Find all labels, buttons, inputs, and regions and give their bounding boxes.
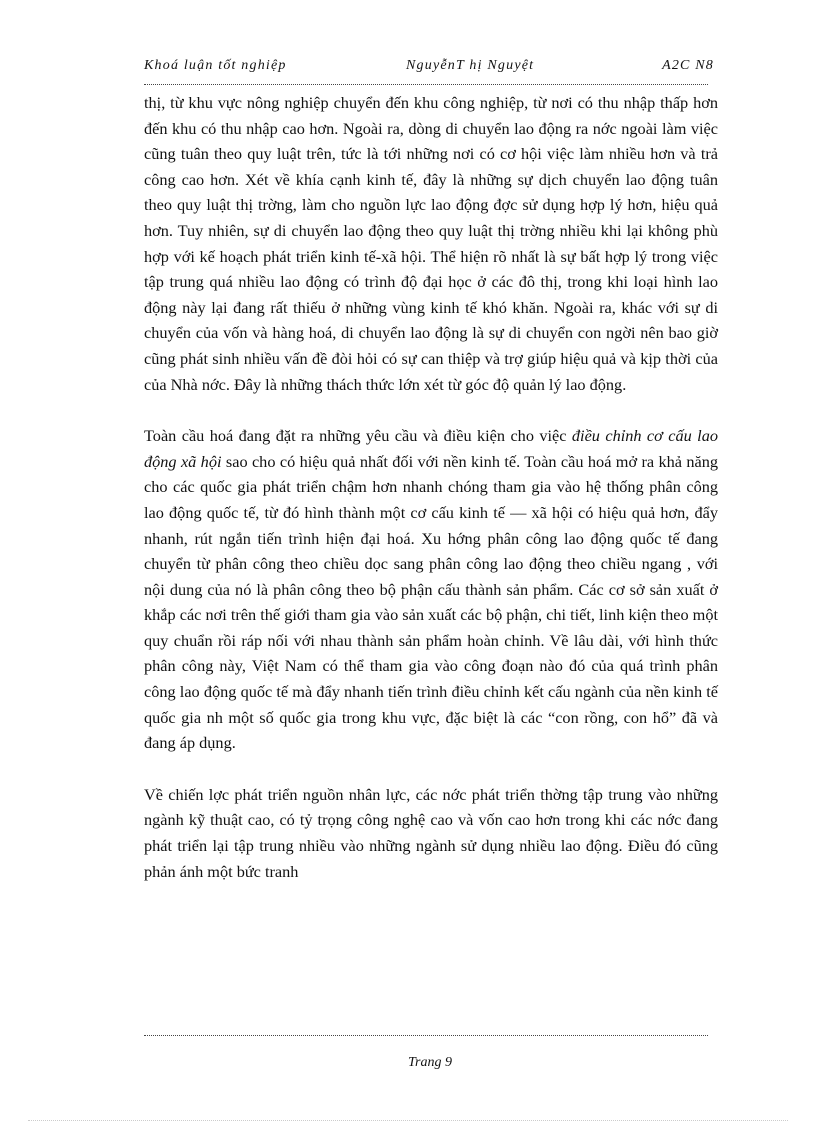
header-thesis-label: Khoá luận tốt nghiệp xyxy=(144,58,287,73)
paragraph-text: Toàn cầu hoá đang đặt ra những yêu cầu và điều kiện cho việc xyxy=(144,426,572,446)
emphasized-phrase: điều chỉnh cơ cấu lao động xã hội xyxy=(144,426,718,471)
page-bottom-edge xyxy=(28,1120,788,1121)
paragraph-text: sao cho có hiệu quả nhất đối với nền kinh tế. Toàn cầu hoá mở ra khả năng cho các quốc gia phát triển chậm hơn nhanh chóng tham gia vào hệ thống phân công lao động quốc tế, từ đó hình thành một cơ cấu kinh tế — xã hội có hiệu quả hơn, đẩy nhanh, rút ngắn tiến trình hiện đại hoá. Xu hớng phân công lao động quốc tế đang chuyển từ phân công theo chiều dọc sang phân công lao động theo chiều ngang , với nội dung của nó là phân công theo bộ phận cấu thành sản phẩm. Các cơ sở sản xuất ở khắp các nơi trên thế giới tham gia vào sản xuất các bộ phận, chi tiết, linh kiện theo một quy chuẩn rồi ráp nối với nhau thành sản phẩm hoàn chỉnh. Về lâu dài, với hình thức phân công này, Việt Nam có thể tham gia vào công đoạn nào đó của quá trình phân công lao động quốc tế mà đẩy nhanh tiến trình điều chỉnh kết cấu ngành của nền kinh tế quốc gia nh một số quốc gia trong khu vực, đặc biệt là các “con rồng, con hổ” đã và đang áp dụng. xyxy=(144,451,719,753)
header-class-code: A2C N8 xyxy=(662,58,714,73)
document-body xyxy=(144,90,718,884)
header-author-name: NguyễnT hị Nguyệt xyxy=(406,58,535,73)
page-header xyxy=(144,58,714,80)
paragraph-text: Về chiến lợc phát triển nguồn nhân lực, các nớc phát triển thờng tập trung vào những ngành kỹ thuật cao, có tỷ trọng công nghệ cao và vốn cao hơn trong khi các nớc đang phát triển lại tập trung nhiều vào những ngành sử dụng nhiều lao động. Điều đó cũng phản ánh một bức tranh xyxy=(144,784,718,881)
page-number: Trang 9 xyxy=(408,1055,452,1070)
paragraph-globalization xyxy=(144,423,718,756)
paragraph-text: thị, từ khu vực nông nghiệp chuyển đến khu công nghiệp, từ nơi có thu nhập thấp hơn đến khu có thu nhập cao hơn. Ngoài ra, dòng di chuyển lao động ra nớc ngoài làm việc cũng tuân theo quy luật trên, tức là tới những nơi có cơ hội việc làm nhiều hơn và trả công cao hơn. Xét về khía cạnh kinh tế, đây là những sự dịch chuyển lao động tuân theo quy luật thị trờng, làm cho nguồn lực lao động đợc sử dụng hợp lý hơn, hiệu quả hơn. Tuy nhiên, sự di chuyển lao động theo quy luật thị trờng nhiều khi lại không phù hợp với kế hoạch phát triển kinh tế-xã hội. Thể hiện rõ nhất là sự bất hợp lý trong việc tập trung quá nhiều lao động có trình độ đại học ở các đô thị, trong khi loại hình lao động này lại đang rất thiếu ở những vùng kinh tế khó khăn. Ngoài ra, khác với sự di chuyển của vốn và hàng hoá, di chuyển lao động là sự di chuyển con ngời nên bao giờ cũng phát sinh nhiều vấn đề đòi hỏi có sự can thiệp và trợ giúp hiệu quả và kịp thời của của Nhà nớc. Đây là những thách thức lớn xét từ góc độ quản lý lao động. xyxy=(144,93,718,394)
header-divider xyxy=(144,84,708,85)
footer-divider xyxy=(144,1035,708,1036)
paragraph-hr-strategy xyxy=(144,782,718,884)
paragraph-labor-migration xyxy=(144,90,718,397)
